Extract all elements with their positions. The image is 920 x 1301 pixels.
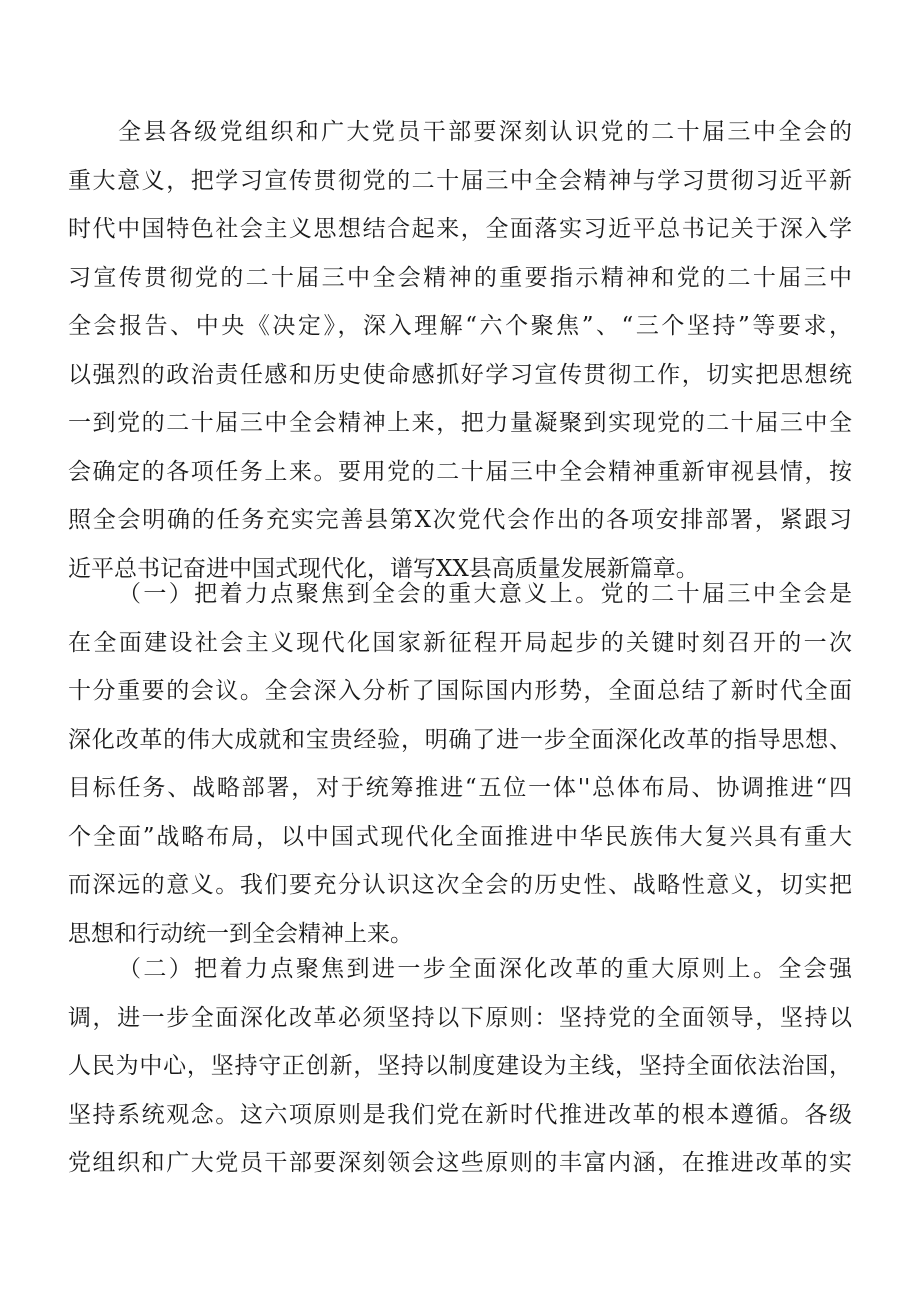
text-line: 以强烈的政治责任感和历史使命感抓好学习宣传贯彻工作，切实把思想统 <box>68 361 852 388</box>
text-line: 目标任务、战略部署，对于统筹推进“五位一体''总体布局、协调推进“四 <box>68 775 852 801</box>
section-heading-line: （一）把着力点聚焦到全会的重大意义上。党的二十届三中全会是 <box>118 581 852 607</box>
text-line: 而深远的意义。我们要充分认识这次全会的历史性、战略性意义，切实把 <box>68 872 852 898</box>
text-line: 十分重要的会议。全会深入分析了国际国内形势，全面总结了新时代全面 <box>68 678 852 704</box>
text-line: 一到党的二十届三中全会精神上来，把力量凝聚到实现党的二十届三中全 <box>68 410 852 436</box>
text-line: 个全面”战略布局，以中国式现代化全面推进中华民族伟大复兴具有重大 <box>68 823 852 850</box>
text-line: 近平总书记奋进中国式现代化，谱写XX县高质量发展新篇章。 <box>68 555 699 582</box>
text-line: 时代中国特色社会主义思想结合起来，全面落实习近平总书记关于深入学 <box>68 216 852 242</box>
text-line: 会确定的各项任务上来。要用党的二十届三中全会精神重新审视县情，按 <box>68 458 852 485</box>
text-line: 坚持系统观念。这六项原则是我们党在新时代推进改革的根本遵循。各级 <box>68 1101 852 1128</box>
text-line: 党组织和广大党员干部要深刻领会这些原则的丰富内涵，在推进改革的实 <box>68 1150 852 1176</box>
text-line: 照全会明确的任务充实完善县第X次党代会作出的各项安排部署，紧跟习 <box>68 507 852 533</box>
text-line: 在全面建设社会主义现代化国家新征程开局起步的关键时刻召开的一次 <box>68 629 852 656</box>
text-line: 全县各级党组织和广大党员干部要深刻认识党的二十届三中全会的 <box>118 119 852 145</box>
text-line: 调，进一步全面深化改革必须坚持以下原则：坚持党的全面领导，坚持以 <box>68 1004 852 1031</box>
section-heading-line: （二）把着力点聚焦到进一步全面深化改革的重大原则上。全会强 <box>118 956 852 982</box>
paragraph-intro <box>68 108 852 593</box>
paragraph-section-1 <box>68 570 852 958</box>
text-line: 人民为中心，坚持守正创新，坚持以制度建设为主线，坚持全面依法治国， <box>68 1053 852 1079</box>
text-line: 重大意义，把学习宣传贯彻党的二十届三中全会精神与学习贯彻习近平新 <box>68 167 852 194</box>
text-line: 思想和行动统一到全会精神上来。 <box>68 920 413 947</box>
paragraph-section-2 <box>68 945 852 1188</box>
text-line: 习宣传贯彻党的二十届三中全会精神的重要指示精神和党的二十届三中 <box>68 264 852 291</box>
text-line: 全会报告、中央《决定》，深入理解“六个聚焦”、“三个坚持”等要求， <box>68 313 852 339</box>
text-line: 深化改革的伟大成就和宝贵经验，明确了进一步全面深化改革的指导思想、 <box>68 726 852 753</box>
